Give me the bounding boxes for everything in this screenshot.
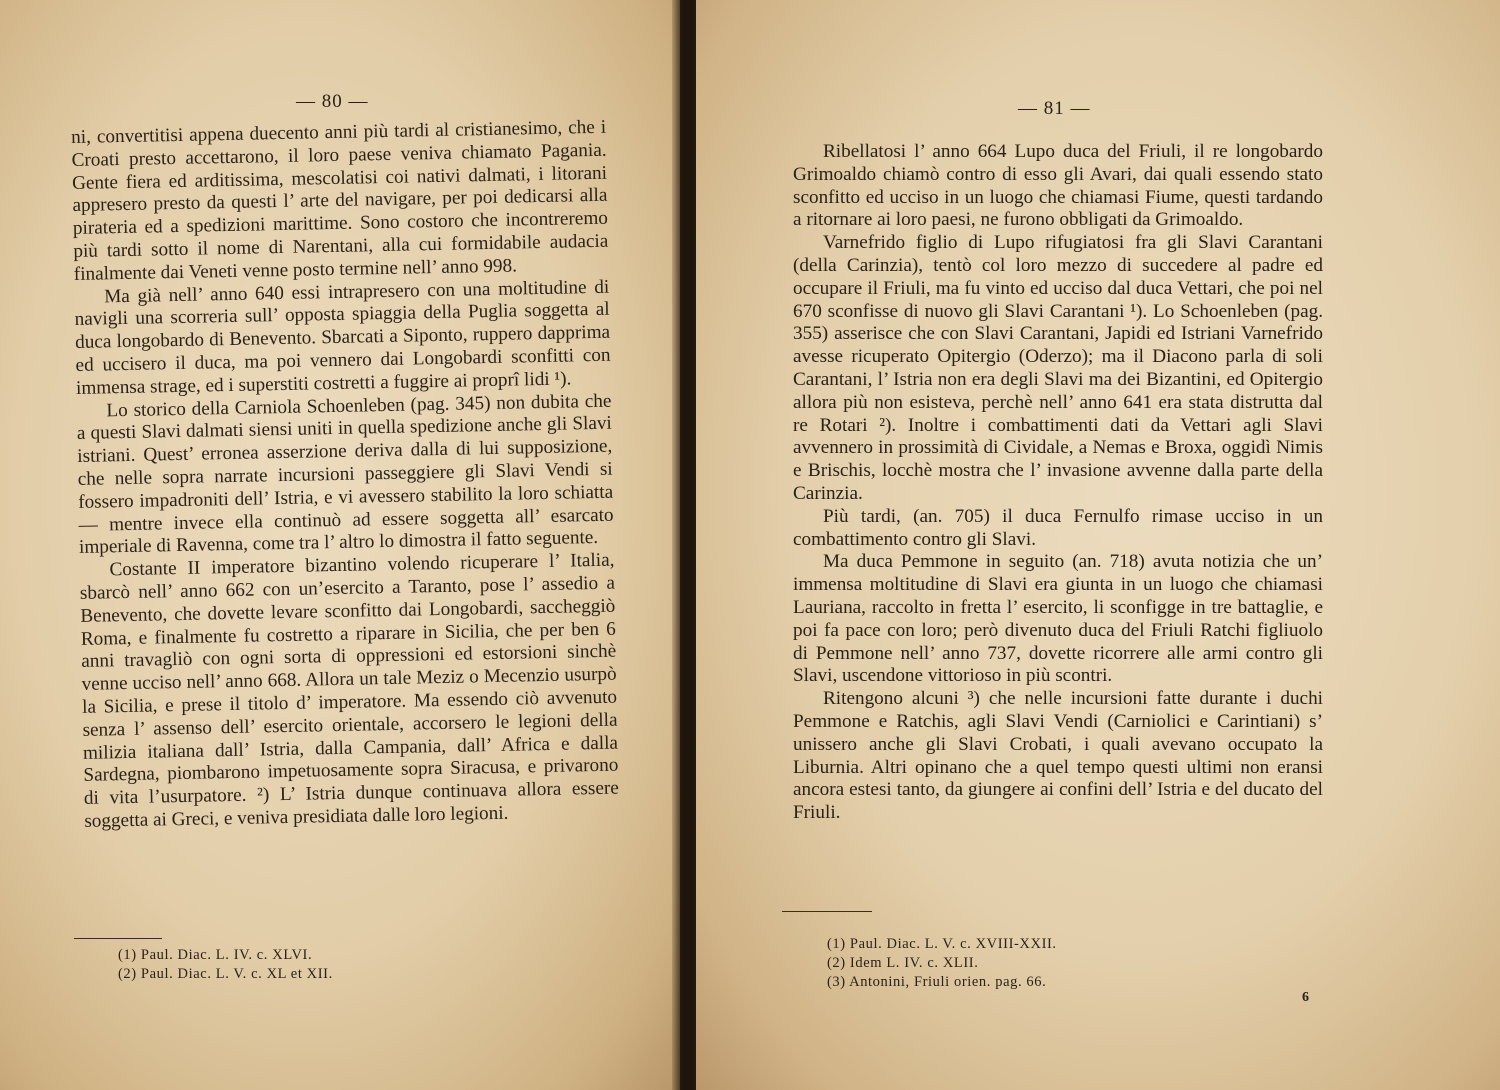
footnotes [118, 946, 333, 984]
footnote: (3) Antonini, Friuli orien. pag. 66. [827, 974, 1047, 990]
footnote: (1) Paul. Diac. L. IV. c. XLVI. [118, 947, 313, 963]
page-number: — 80 — [296, 91, 369, 112]
paragraph: Ribellatosi l’ anno 664 Lupo duca del Friuli, il re longobardo Grimoaldo chiamò contro di esso gli Avari, dai quali essendo stato sconfitto ed ucciso in un luogo che chiamasi Fiume, questi tardando a ritornare ai loro paesi, ne furono obbligati da Grimoaldo. [793, 141, 1323, 231]
left-page [0, 0, 680, 1090]
page-number: — 81 — [1018, 98, 1091, 119]
footnote-divider [782, 911, 872, 912]
footnote: (2) Paul. Diac. L. V. c. XL et XII. [118, 966, 333, 982]
signature-mark: 6 [1302, 990, 1309, 1005]
body-text [793, 141, 1323, 825]
paragraph: Varnefrido figlio di Lupo rifugiatosi fra gli Slavi Carantani (della Carinzia), tentò col loro mezzo di succedere al padre ed occupare il Friuli, ma fu vinto ed ucciso dal duca Vettari, che poi nel 670 sconfisse di nuovo gli Slavi Carantani ¹). Lo Schoenleben (pag. 355) asserisce che con Slavi Carantani, Japidi ed Istriani Varnefrido avesse ricuperato Opitergio (Oderzo); ma il Diacono parla di soli Carantani, l’ Istria non era degli Slavi ma dei Bizantini, ed Opitergio allora più non esisteva, perchè nell’ anno 641 era stata distrutta dal re Rotari ²). Inoltre i combattimenti dati da Vettari agli Slavi avvennero in prossimità di Cividale, a Nemas e Broxa, oggidì Nimis e Brischis, locchè mostra che l’ invasione avvenne dalla parte della Carinzia. [793, 232, 1323, 504]
paragraph: Lo storico della Carniola Schoenleben (pag. 345) non dubita che a questi Slavi dalmati siensi uniti in quella spedizione anche gli Slavi istriani. Quest’ erronea asserzione deriva dalla di lui supposizione, che nelle sopra narrate incursioni passeggiere gli Slavi Vendi si fossero impadroniti dell’ Istria, e vi avessero stabilito la loro schiatta — mentre invece ella continuò ad essere soggetta all’ esarcato imperiale di Ravenna, come tra l’ altro lo dimostra il fatto seguente. [76, 390, 614, 559]
paragraph: Costante II imperatore bizantino volendo ricuperare l’ Italia, sbarcò nell’ anno 662 con un’esercito a Taranto, pose l’ assedio a Benevento, che dovette levare sconfitto dai Longobardi, saccheggiò Roma, e finalmente fu costretto a riparare in Sicilia, che per ben 6 anni travagliò con ogni sorta di oppressioni ed estorsioni sinchè venne ucciso nell’ anno 668. Allora un tale Meziz o Mecenzio usurpò la Sicilia, e prese il titolo d’ imperatore. Ma essendo ciò avvenuto senza l’ assenso dell’ esercito orientale, accorsero le legioni della milizia italiana dall’ Istria, dalla Campania, dall’ Africa e dalla Sardegna, piombarono impetuosamente sopra Siracusa, e privarono di vita l’usurpatore. ²) L’ Istria dunque continuava allora essere soggetta ai Greci, e veniva presidiata dalle loro legioni. [79, 549, 619, 832]
footnote: (1) Paul. Diac. L. V. c. XVIII-XXII. [827, 936, 1057, 952]
footnotes [827, 935, 1057, 992]
paragraph: Più tardi, (an. 705) il duca Fernulfo rimase ucciso in un combattimento contro gli Slavi. [793, 505, 1323, 550]
paragraph: Ma già nell’ anno 640 essi intrapresero con una moltitudine di navigli una scorreria sull’ opposta spiaggia della Puglia soggetta al duca longobardo di Benevento. Sbarcati a Siponto, ruppero dapprima ed uccisero il duca, ma poi vennero dai Longobardi sconfitti con immensa strage, ed i superstiti costretti a fuggire ai proprî lidi ¹). [74, 276, 611, 399]
body-text [71, 117, 619, 834]
paragraph: Ma duca Pemmone in seguito (an. 718) avuta notizia che un’ immensa moltitudine di Slavi era giunta in un luogo che chiamasi Lauriana, raccolto in fretta l’ esercito, li sconfigge in tre battaglie, e poi fa pace con loro; però divenuto duca del Friuli Ratchi figliuolo di Pemmone nell’ anno 737, dovette ricorrere alle armi contro gli Slavi, uscendone vittorioso in più scontri. [793, 551, 1323, 687]
right-page [696, 0, 1500, 1090]
footnote: (2) Idem L. IV. c. XLII. [827, 955, 979, 971]
paragraph: ni, convertitisi appena duecento anni più tardi al cristianesimo, che i Croati presto accettarono, il loro paese veniva chiamato Pagania. Gente fiera ed arditissima, mescolatisi coi nativi dalmati, i litorani appresero presto da questi l’ arte del navigare, per poi dedicarsi alla pirateria ed a spedizioni marittime. Sono costoro che incontreremo più tardi sotto il nome di Narentani, alla cui formidabile audacia finalmente dai Veneti venne posto termine nell’ anno 998. [71, 116, 609, 285]
footnote-divider [74, 938, 162, 939]
paragraph: Ritengono alcuni ³) che nelle incursioni fatte durante i duchi Pemmone e Ratchis, agli Slavi Vendi (Carniolici e Carintiani) s’ unissero anche gli Slavi Crobati, i quali avevano occupato la Liburnia. Altri opinano che a quel tempo questi ultimi non eransi ancora estesi tanto, da giungere ai confini dell’ Istria e del ducato del Friuli. [793, 688, 1323, 824]
